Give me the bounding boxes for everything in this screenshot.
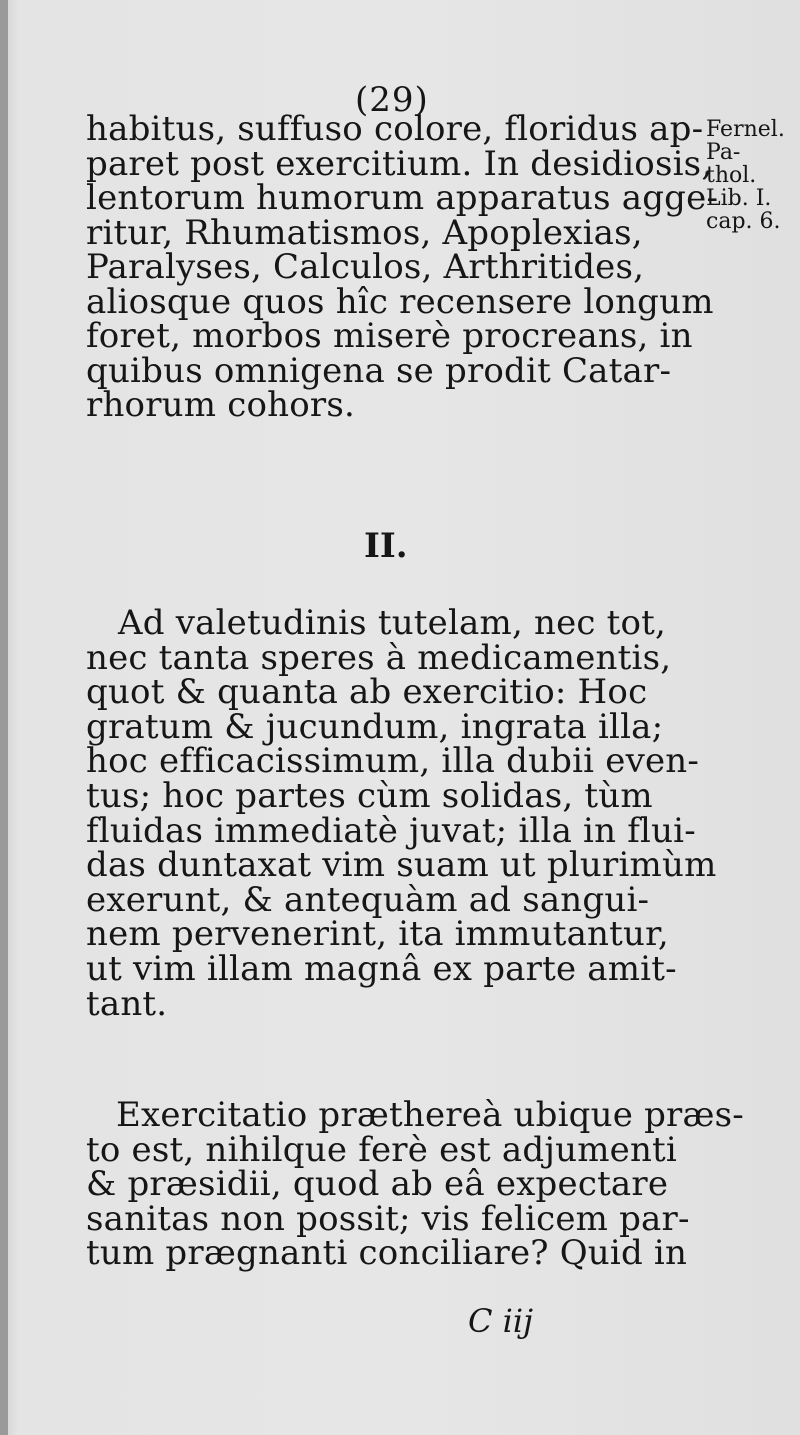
text-line: habitus, suffuso colore, floridus ap- [86, 109, 704, 149]
margin-note-line: cap. 6. [706, 209, 781, 234]
text-line: paret post exercitium. In desidiosis, [86, 143, 713, 184]
page-number: (29) [355, 80, 429, 120]
margin-note-line: Pa- [706, 140, 741, 165]
text-line: exerunt, & antequàm ad sangui- [86, 879, 650, 920]
text-line: & præsidii, quod ab eâ expectare [86, 1164, 669, 1205]
margin-note-line: Lib. I. [706, 186, 772, 211]
text-line: rhorum cohors. [86, 385, 356, 425]
paragraph-2 [86, 603, 717, 1024]
margin-note-line: thol. [706, 163, 757, 188]
section-heading: II. [364, 526, 408, 566]
text-line: ut vim illam magnâ ex parte amit- [86, 948, 677, 989]
text-line: sanitas non possit; vis felicem par- [86, 1198, 690, 1239]
text-line: Exercitatio præthereà ubique præs- [116, 1095, 744, 1135]
text-line: hoc efficacissimum, illa dubii even- [86, 741, 700, 782]
margin-note-line: Fernel. [706, 117, 785, 142]
text-line: quibus omnigena se prodit Catar- [86, 350, 672, 391]
signature-mark: C iij [468, 1302, 534, 1340]
text-line: das duntaxat vim suam ut plurimùm [86, 845, 717, 886]
text-line: lentorum humorum apparatus agge- [86, 178, 719, 218]
text-line: gratum & jucundum, ingrata illa; [86, 706, 664, 747]
text-line: quot & quanta ab exercitio: Hoc [86, 672, 648, 713]
page-edge-shadow [0, 0, 8, 1435]
text-line: fluidas immediatè juvat; illa in flui- [86, 810, 696, 851]
paragraph-3 [86, 1095, 744, 1274]
text-line: Ad valetudinis tutelam, nec tot, [118, 603, 667, 643]
text-line: tum prægnanti conciliare? Quid in [86, 1233, 688, 1274]
text-line: to est, nihilque ferè est adjumenti [86, 1129, 677, 1170]
text-line: foret, morbos miserè procreans, in [86, 316, 693, 356]
margin-note [706, 118, 785, 233]
text-line: tus; hoc partes cùm solidas, tùm [86, 775, 653, 816]
paragraph-1 [86, 109, 719, 425]
text-line: ritur, Rhumatismos, Apoplexias, [86, 212, 643, 253]
text-line: aliosque quos hîc recensere longum [86, 281, 714, 322]
text-line: tant. [86, 983, 168, 1024]
text-line: Paralyses, Calculos, Arthritides, [86, 247, 645, 287]
text-line: nec tanta speres à medicamentis, [86, 637, 672, 678]
text-line: nem pervenerint, ita immutantur, [86, 914, 669, 955]
